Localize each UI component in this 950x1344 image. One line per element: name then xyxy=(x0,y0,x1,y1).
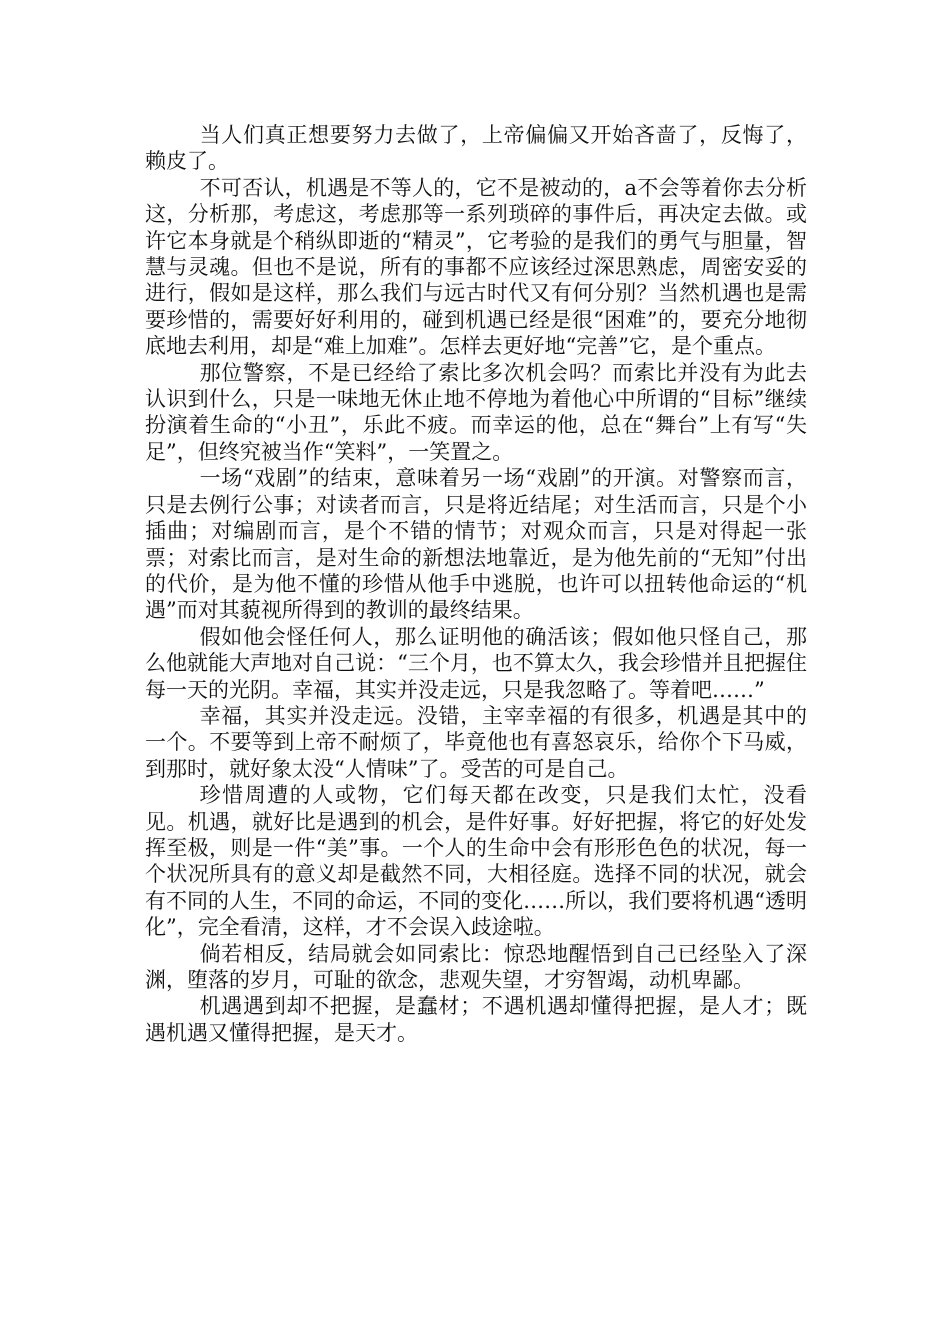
document-body xyxy=(145,122,807,1046)
paragraph-9: 机遇遇到却不把握，是蠢材；不遇机遇却懂得把握，是人才；既遇机遇又懂得把握，是天才。 xyxy=(145,994,807,1045)
paragraph-8: 倘若相反，结局就会如同索比：惊恐地醒悟到自己已经坠入了深渊，堕落的岁月，可耻的欲念，悲观失望，才穷智竭，动机卑鄙。 xyxy=(145,941,807,992)
paragraph-7: 珍惜周遭的人或物，它们每天都在改变，只是我们太忙，没看见。机遇，就好比是遇到的机会，是件好事。好好把握，将它的好处发挥至极，则是一件“美”事。一个人的生命中会有形形色色的状况，每一个状况所具有的意义却是截然不同，大相径庭。选择不同的状况，就会有不同的人生，不同的命运，不同的变化……所以，我们要将机遇“透明化”，完全看清，这样，才不会误入歧途啦。 xyxy=(145,783,807,940)
paragraph-5: 假如他会怪任何人，那么证明他的确活该；假如他只怪自己，那么他就能大声地对自己说：“三个月，也不算太久，我会珍惜并且把握住每一天的光阴。幸福，其实并没走远，只是我忽略了。等着吧……” xyxy=(145,624,807,702)
paragraph-3: 那位警察，不是已经给了索比多次机会吗？而索比并没有为此去认识到什么，只是一味地无休止地不停地为着他心中所谓的“目标”继续扮演着生命的“小丑”，乐此不疲。而幸运的他，总在“舞台”上有写“失足”，但终究被当作“笑料”，一笑置之。 xyxy=(145,360,807,464)
paragraph-4: 一场“戏剧”的结束，意味着另一场“戏剧”的开演。对警察而言，只是去例行公事；对读者而言，只是将近结尾；对生活而言，只是个小插曲；对编剧而言，是个不错的情节；对观众而言，只是对得起一张票；对索比而言，是对生命的新想法地靠近，是为他先前的“无知”付出的代价，是为他不懂的珍惜从他手中逃脱，也许可以扭转他命运的“机遇”而对其藐视所得到的教训的最终结果。 xyxy=(145,466,807,623)
paragraph-1: 当人们真正想要努力去做了，上帝偏偏又开始吝啬了，反悔了，赖皮了。 xyxy=(145,123,807,174)
paragraph-6: 幸福，其实并没走远。没错，主宰幸福的有很多，机遇是其中的一个。不要等到上帝不耐烦了，毕竟他也有喜怒哀乐，给你个下马威，到那时，就好象太没“人情味”了。受苦的可是自己。 xyxy=(145,703,807,781)
paragraph-2: 不可否认，机遇是不等人的，它不是被动的，a不会等着你去分析这，分析那，考虑这，考虑那等一系列琐碎的事件后，再决定去做。或许它本身就是个稍纵即逝的“精灵”，它考验的是我们的勇气与胆量，智慧与灵魂。但也不是说，所有的事都不应该经过深思熟虑，周密安妥的进行，假如是这样，那么我们与远古时代又有何分别？当然机遇也是需要珍惜的，需要好好利用的，碰到机遇已经是很“困难”的，要充分地彻底地去利用，却是“难上加难”。怎样去更好地“完善”它，是个重点。 xyxy=(145,175,807,359)
